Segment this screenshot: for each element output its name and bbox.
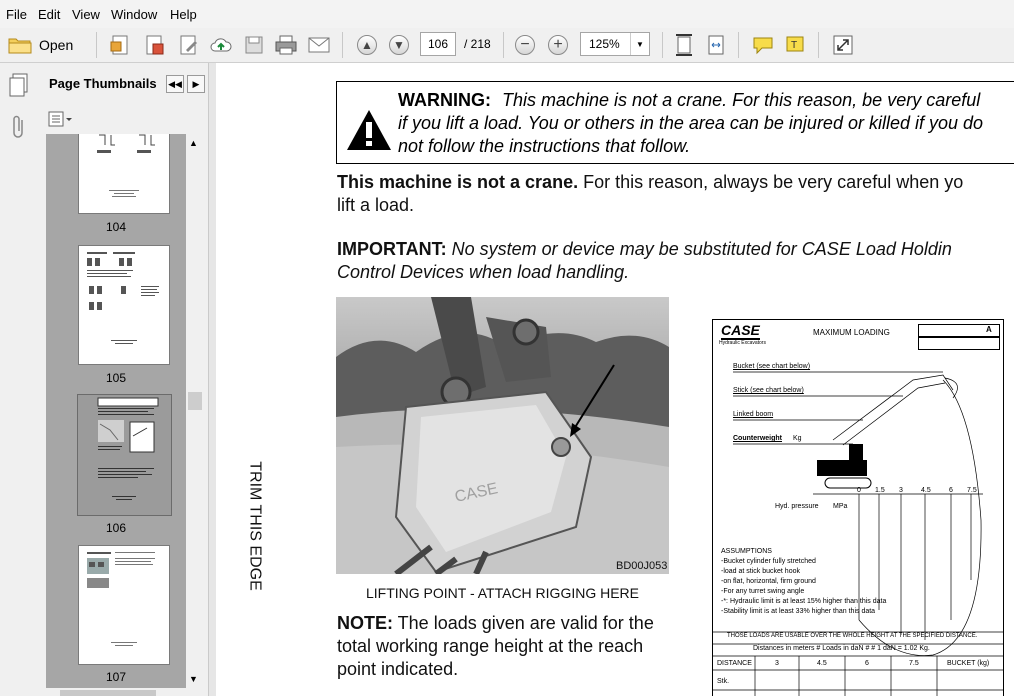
thumbnail-label: 106: [105, 521, 127, 535]
menu-file[interactable]: File: [6, 7, 27, 22]
toolbar-separator: [96, 32, 97, 58]
toolbar-separator: [662, 32, 663, 58]
label-pressure: Hyd. pressure: [775, 503, 819, 510]
loads-footnote: THOSE LOADS ARE USABLE OVER THE WHOLE HEIGHT AT THE SPECIFIED DISTANCE.: [727, 633, 978, 639]
paragraph-1-line-2: lift a load.: [337, 195, 415, 215]
chart-brand: CASE: [721, 322, 760, 338]
open-button[interactable]: [8, 33, 73, 57]
toolbar-separator: [342, 32, 343, 58]
navigation-pane-bar: [0, 63, 39, 696]
warning-line-2: if you lift a load. You or others in the area can be injured or killed if you do: [398, 113, 984, 133]
note-line-3: point indicated.: [337, 659, 459, 679]
note-heading: NOTE:: [337, 613, 393, 633]
zoom-out-button[interactable]: [513, 33, 537, 57]
assumption-item: -load at stick bucket hook: [721, 568, 800, 575]
photo-caption: LIFTING POINT - ATTACH RIGGING HERE: [365, 585, 640, 601]
collapse-panel-button[interactable]: ◀◀: [166, 75, 184, 93]
page-number-input[interactable]: [420, 32, 456, 56]
menu-window[interactable]: Window: [111, 7, 158, 22]
open-label: Open: [39, 37, 74, 53]
assumption-item: -Stability limit is at least 33% higher than this data: [721, 608, 876, 615]
toolbar-separator: [503, 32, 504, 58]
horizontal-scrollbar[interactable]: [46, 688, 203, 696]
comment-icon[interactable]: [751, 33, 775, 57]
paragraph-1-bold: This machine is not a crane.: [337, 172, 579, 192]
svg-text:T: T: [791, 40, 798, 51]
highlight-icon[interactable]: [784, 33, 808, 57]
svg-text:CASE: CASE: [453, 480, 500, 506]
warning-box: [336, 81, 1014, 164]
next-page-button[interactable]: [387, 33, 411, 57]
menu-view[interactable]: View: [72, 7, 100, 22]
arrow-down-icon: ▼: [389, 35, 409, 55]
page-total: / 218: [464, 37, 491, 51]
folder-icon: [8, 35, 32, 55]
warning-icon: [345, 108, 393, 152]
table-header: DISTANCE: [717, 660, 752, 667]
edit-document-icon[interactable]: [176, 33, 200, 57]
thumbnail-label: 104: [105, 220, 127, 234]
menu-bar: [0, 0, 1014, 28]
chevron-down-icon: ▼: [630, 33, 649, 55]
important-heading: IMPORTANT:: [337, 239, 447, 259]
thumbnail-scrollbar[interactable]: [186, 134, 203, 690]
toolbar-separator: [818, 32, 819, 58]
thumbnail-label: 107: [105, 670, 127, 684]
zoom-in-button[interactable]: [546, 33, 570, 57]
email-icon[interactable]: [307, 33, 331, 57]
assumption-item: -*: Hydraulic limit is at least 15% higher than this data: [721, 598, 887, 605]
upload-cloud-icon[interactable]: [209, 33, 233, 57]
label-boom: Linked boom: [733, 411, 774, 418]
chart-title: MAXIMUM LOADING: [813, 328, 890, 337]
note-line-2: total working range height at the reach: [337, 636, 644, 656]
label-mpa: MPa: [833, 503, 848, 510]
note-line-1: The loads given are valid for the: [393, 613, 654, 633]
attachments-icon[interactable]: [9, 115, 29, 139]
fit-width-icon[interactable]: [704, 33, 728, 57]
chart-subtitle: Hydraulic Excavators: [719, 340, 766, 346]
axis-tick: 4.5: [921, 487, 931, 494]
bucket-photo: [336, 297, 669, 574]
combine-files-icon[interactable]: [142, 33, 166, 57]
excavator-diagram: [713, 320, 1003, 696]
assumptions-title: ASSUMPTIONS: [721, 548, 772, 555]
important-line-2: Control Devices when load handling.: [337, 262, 630, 282]
menu-edit[interactable]: Edit: [38, 7, 61, 22]
table-header: 7.5: [909, 660, 919, 667]
scroll-down-icon[interactable]: ▼: [189, 674, 198, 684]
thumbnail-list: [46, 134, 186, 690]
table-header: 3: [775, 660, 779, 667]
expand-panel-button[interactable]: ▶: [187, 75, 205, 93]
print-icon[interactable]: [274, 33, 298, 57]
label-counterweight: Counterweight: [733, 435, 782, 442]
minus-icon: −: [515, 35, 535, 55]
thumbnail-page-106[interactable]: [78, 396, 168, 512]
fit-page-icon[interactable]: [672, 33, 696, 57]
panel-scroll-thumb[interactable]: [188, 392, 202, 410]
trim-edge-label: TRIM THIS EDGE: [246, 461, 264, 591]
toolbar-separator: [738, 32, 739, 58]
menu-help[interactable]: Help: [170, 7, 197, 22]
units-line: Distances in meters # Loads in daN # # 1 daN = 1.02 Kg.: [753, 645, 930, 652]
document-page: [216, 63, 1014, 696]
maximum-loading-chart: [712, 319, 1004, 696]
thumbnail-options-button[interactable]: [48, 110, 72, 128]
table-row-label: Stk.: [717, 678, 730, 685]
assumption-item: -on flat, horizontal, firm ground: [721, 578, 816, 585]
axis-tick: 3: [899, 487, 903, 494]
thumbnail-page-104[interactable]: [78, 134, 170, 214]
scroll-up-icon[interactable]: ▲: [189, 138, 198, 148]
expand-icon[interactable]: [831, 33, 855, 57]
plus-icon: +: [548, 35, 568, 55]
axis-tick: 1.5: [875, 487, 885, 494]
arrow-up-icon: ▲: [357, 35, 377, 55]
table-header: 6: [865, 660, 869, 667]
warning-line-3: not follow the instructions that follow.: [398, 136, 691, 156]
axis-tick: 7.5: [967, 487, 977, 494]
label-kg: Kg: [793, 435, 802, 442]
chart-corner: A: [986, 325, 992, 334]
toolbar: [0, 28, 1014, 63]
table-header: 4.5: [817, 660, 827, 667]
horizontal-scroll-thumb[interactable]: [60, 690, 156, 696]
thumbnail-page-105[interactable]: [78, 245, 170, 365]
page-thumbnails-icon[interactable]: [9, 73, 29, 97]
axis-tick: 0: [857, 487, 861, 494]
assumption-item: -For any turret swing angle: [721, 588, 805, 595]
assumption-item: -Bucket cylinder fully stretched: [721, 558, 816, 565]
previous-page-button[interactable]: [355, 33, 379, 57]
create-pdf-icon[interactable]: [108, 33, 132, 57]
zoom-value: 125%: [589, 37, 620, 51]
zoom-select[interactable]: [580, 32, 650, 56]
label-bucket: Bucket (see chart below): [733, 363, 811, 370]
photo-code: BD00J053: [616, 560, 668, 572]
table-header: BUCKET (kg): [947, 660, 990, 667]
panel-title: Page Thumbnails: [49, 76, 157, 91]
paragraph-1-text: For this reason, always be very careful when yo: [578, 172, 964, 192]
warning-heading: WARNING:: [398, 90, 491, 110]
axis-tick: 6: [949, 487, 953, 494]
save-icon[interactable]: [242, 33, 266, 57]
thumbnail-page-107[interactable]: [78, 545, 170, 665]
important-line-1: No system or device may be substituted for CASE Load Holdin: [446, 239, 952, 259]
warning-line-1: This machine is not a crane. For this reason, be very careful: [502, 90, 981, 110]
thumbnail-label: 105: [105, 371, 127, 385]
label-stick: Stick (see chart below): [733, 387, 804, 394]
